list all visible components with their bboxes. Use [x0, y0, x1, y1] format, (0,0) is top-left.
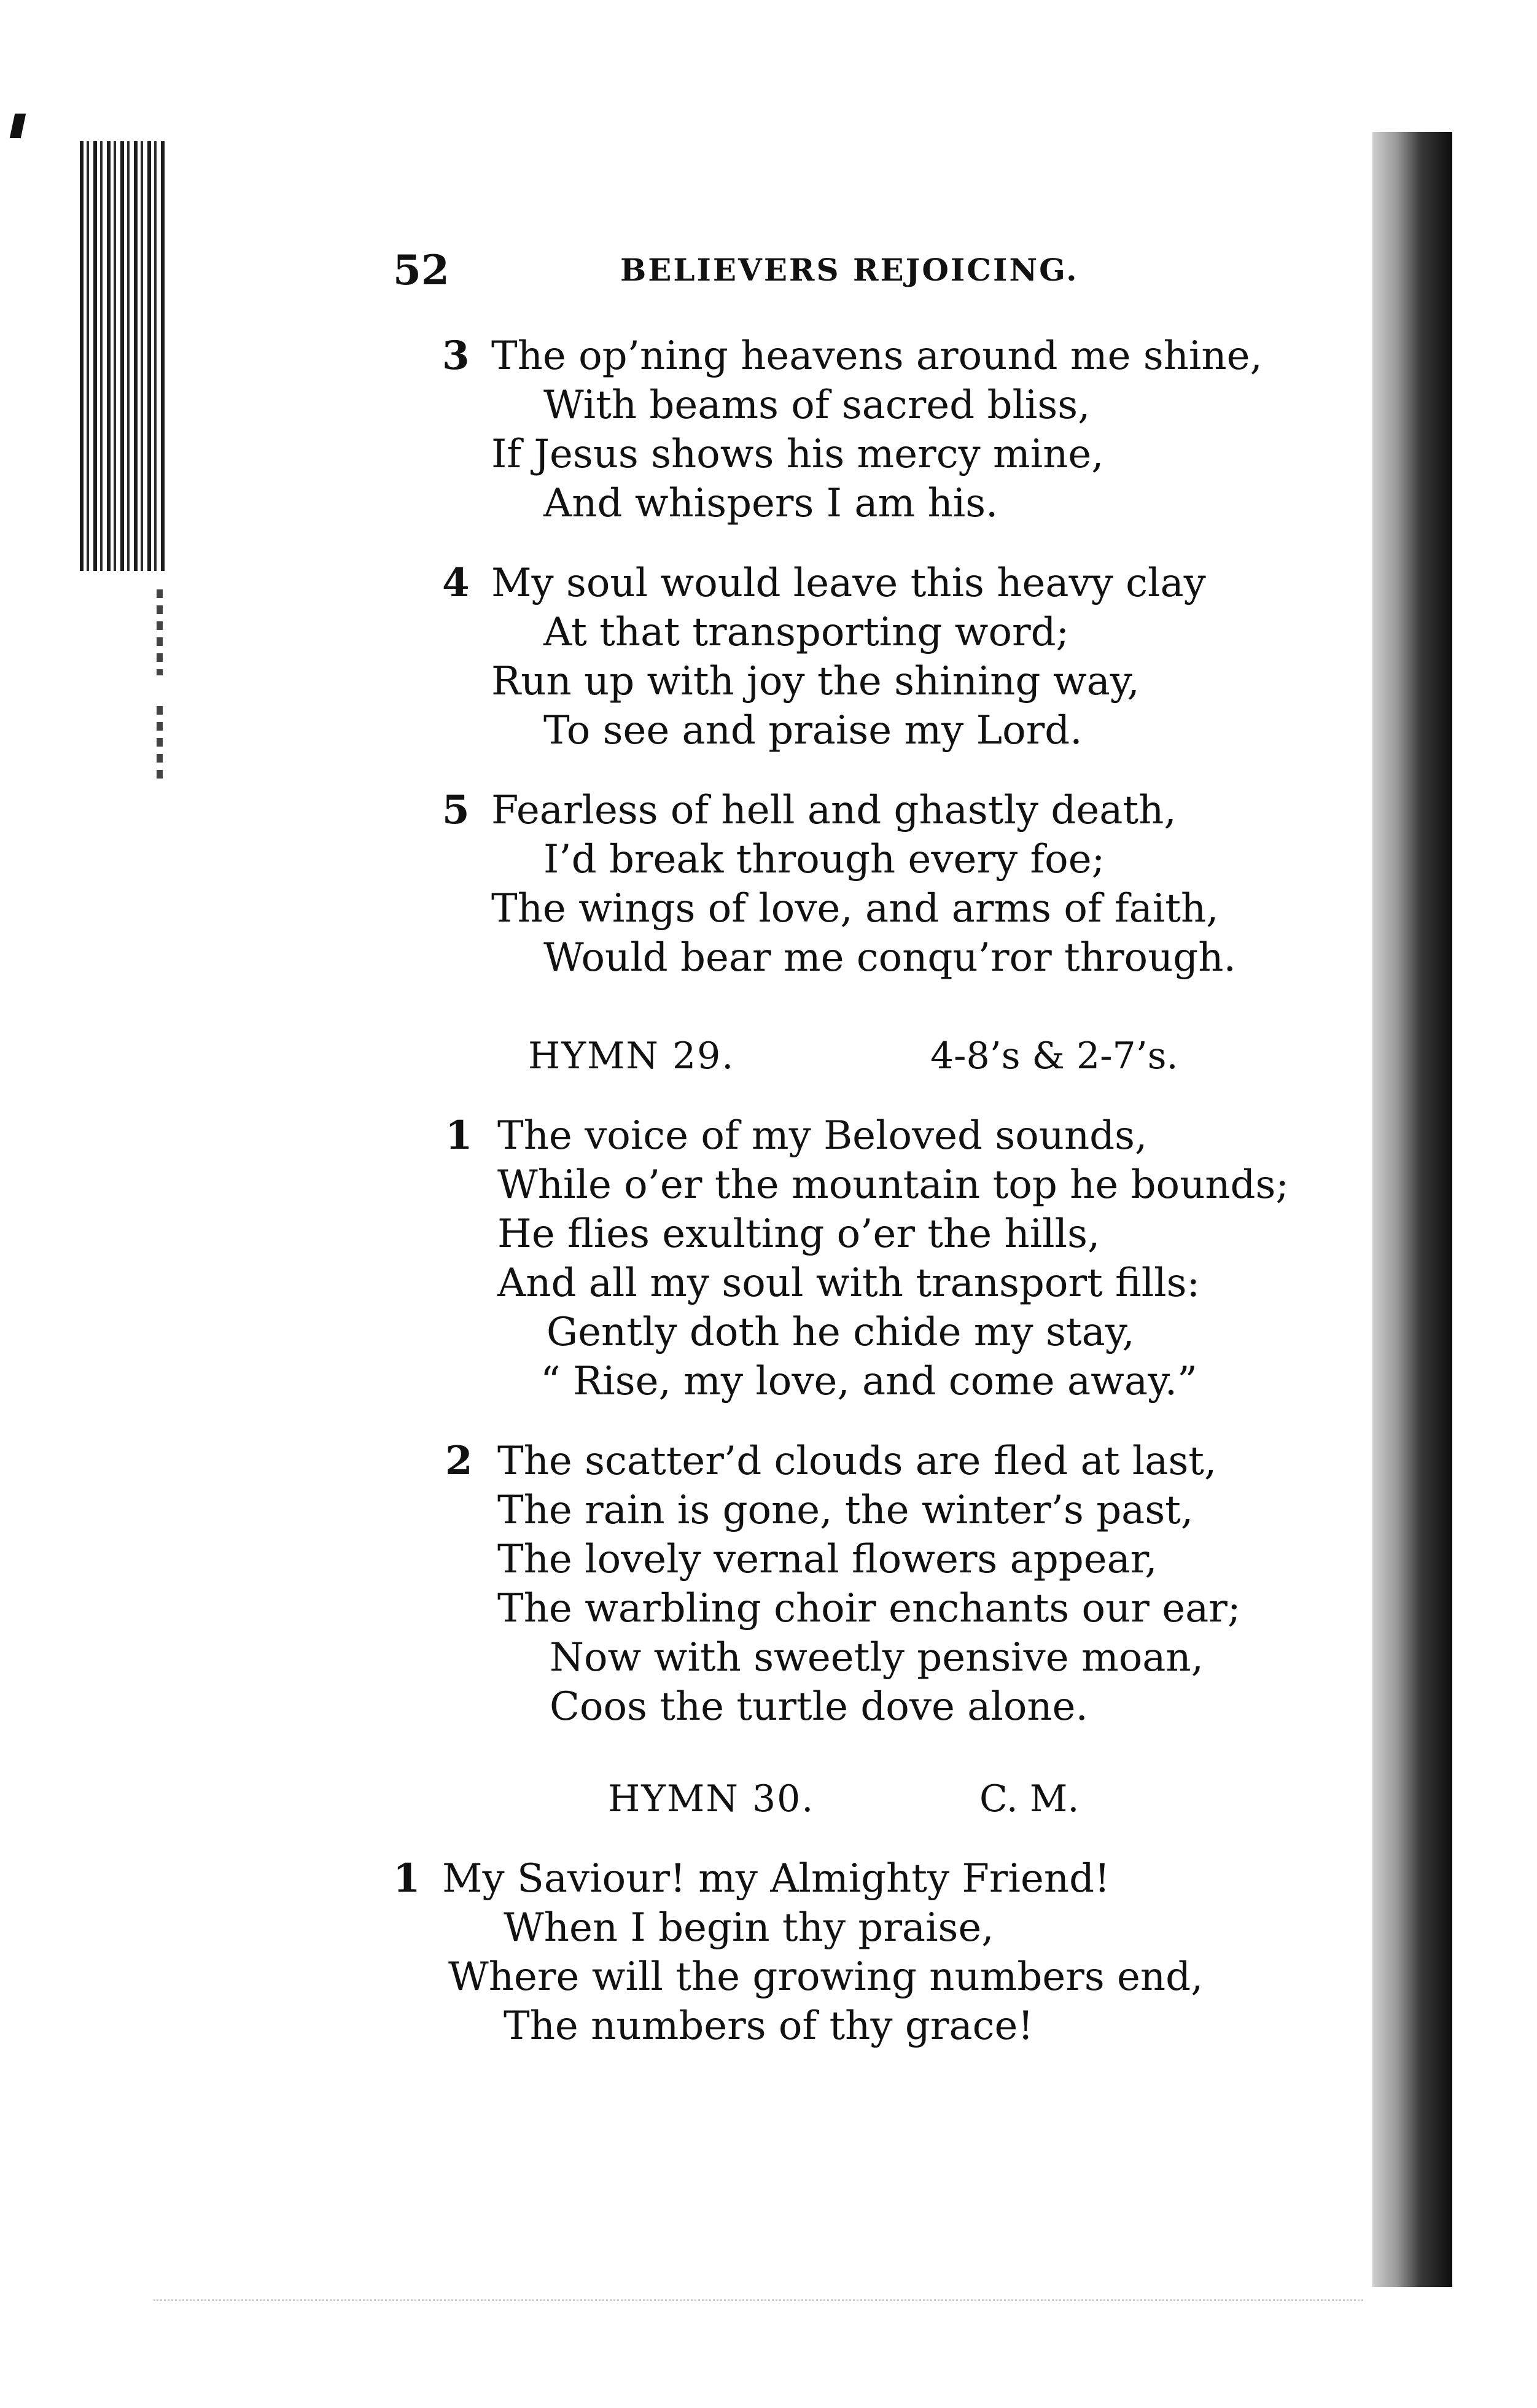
stanza-number: 2 — [445, 1438, 473, 1484]
verse-line: And all my soul with transport fills: — [497, 1260, 1200, 1306]
verse-line: The scatter’d clouds are fled at last, — [497, 1439, 1217, 1484]
scan-page-edge — [1372, 132, 1452, 2287]
scan-margin-dash — [157, 589, 163, 675]
verse-line: The op’ning heavens around me shine, — [491, 333, 1263, 379]
scan-margin-dash — [157, 706, 163, 786]
verse-line: My soul would leave this heavy clay — [491, 561, 1206, 606]
verse-line: He flies exulting o’er the hills, — [497, 1211, 1100, 1257]
verse-line: Coos the turtle dove alone. — [550, 1684, 1088, 1730]
verse-line: While o’er the mountain top he bounds; — [497, 1162, 1289, 1208]
page-number: 52 — [393, 246, 449, 294]
verse-line: And whispers I am his. — [543, 481, 998, 526]
hymn-meter: C. M. — [979, 1777, 1080, 1820]
verse-line: Fearless of hell and ghastly death, — [491, 788, 1177, 833]
verse-line: The rain is gone, the winter’s past, — [497, 1488, 1194, 1533]
verse-line: The voice of my Beloved sounds, — [497, 1113, 1148, 1159]
verse-line: “ Rise, my love, and come away.” — [540, 1359, 1197, 1404]
stanza-number: 1 — [393, 1855, 421, 1901]
verse-line: If Jesus shows his mercy mine, — [491, 432, 1104, 477]
verse-line: At that transporting word; — [543, 610, 1070, 655]
scan-bottom-edge — [154, 2299, 1363, 2304]
verse-line: The warbling choir enchants our ear; — [497, 1586, 1241, 1631]
scan-corner-mark — [10, 114, 26, 138]
verse-line: Where will the growing numbers end, — [448, 1954, 1204, 2000]
verse-line: With beams of sacred bliss, — [543, 383, 1091, 428]
page-header — [393, 243, 1240, 298]
hymn-meter: 4-8’s & 2-7’s. — [930, 1035, 1178, 1078]
stanza-number: 4 — [442, 560, 470, 606]
hymn-title: HYMN 29. — [528, 1035, 735, 1078]
verse-line: Now with sweetly pensive moan, — [550, 1635, 1204, 1680]
stanza-number: 1 — [445, 1113, 473, 1159]
stanza-number: 5 — [442, 787, 470, 833]
verse-line: I’d break through every foe; — [543, 837, 1105, 882]
running-head: BELIEVERS REJOICING. — [620, 252, 1079, 288]
verse-line: The numbers of thy grace! — [504, 2003, 1034, 2049]
verse-line: The wings of love, and arms of faith, — [491, 886, 1219, 931]
verse-line: Gently doth he chide my stay, — [547, 1310, 1135, 1355]
stanza-number: 3 — [442, 333, 470, 379]
verse-line: When I begin thy praise, — [504, 1905, 994, 1951]
hymn-title: HYMN 30. — [608, 1777, 815, 1820]
verse-line: Would bear me conqu’ror through. — [543, 935, 1236, 981]
verse-line: The lovely vernal flowers appear, — [497, 1537, 1158, 1582]
verse-line: Run up with joy the shining way, — [491, 659, 1140, 704]
scan-binding-edge — [80, 141, 166, 571]
verse-line: My Saviour! my Almighty Friend! — [442, 1856, 1110, 1901]
verse-line: To see and praise my Lord. — [543, 708, 1083, 753]
